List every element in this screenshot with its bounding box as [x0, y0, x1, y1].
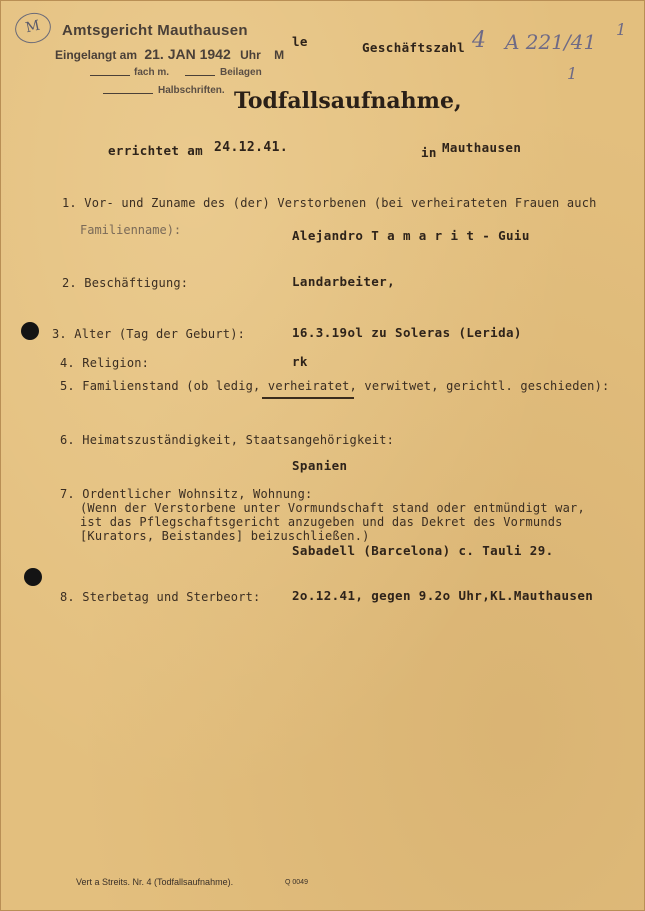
hour-label: Uhr: [240, 48, 261, 62]
field-name-label-cont: Familienname):: [80, 223, 182, 237]
court-stamp-title: Amtsgericht Mauthausen: [62, 22, 248, 39]
field-marital-label: 5. Familienstand (ob ledig, verheiratet, verwitwet, gerichtl. geschieden):: [60, 379, 610, 393]
footer-code: Q 0049: [285, 879, 308, 886]
field-occupation-value: Landarbeiter,: [292, 274, 396, 289]
field-residence-note-3: [Kurators, Beistandes] beizuschließen.): [80, 529, 370, 543]
created-label: errichtet am: [108, 143, 204, 158]
field-religion-label: 4. Religion:: [60, 356, 150, 370]
handwritten-case-prefix: 4: [472, 28, 486, 53]
created-date: 24.12.41.: [214, 140, 289, 155]
field-age-label: 3. Alter (Tag der Geburt):: [52, 327, 246, 341]
field-death-value: 2o.12.41, gegen 9.2o Uhr,KL.Mauthausen: [292, 588, 594, 603]
field-occupation-label: 2. Beschäftigung:: [62, 276, 189, 290]
punch-hole-top: [21, 322, 39, 340]
handwritten-case-suffix: 1: [616, 20, 627, 39]
stamp-line-1: [90, 75, 130, 76]
field-citizenship-label: 6. Heimatszuständigkeit, Staatsangehörigkeit:: [60, 433, 395, 447]
stamp-line-3: [103, 93, 153, 94]
court-stamp-received: [55, 46, 284, 62]
field-religion-value: rk: [292, 354, 308, 369]
copies-label: fach m.: [134, 67, 170, 78]
field-death-label: 8. Sterbetag und Sterbeort:: [60, 590, 261, 604]
field-citizenship-value: Spanien: [292, 458, 348, 473]
handwritten-case-number: A 221/41: [505, 30, 597, 54]
received-label: Eingelangt am: [55, 48, 138, 62]
place-label: in: [421, 145, 437, 160]
field-residence-value: Sabadell (Barcelona) c. Tauli 29.: [292, 543, 554, 558]
field-residence-label: 7. Ordentlicher Wohnsitz, Wohnung:: [60, 487, 313, 501]
stamp-line-2: [185, 75, 215, 76]
footer-form-label: Vert a Streits. Nr. 4 (Todfallsaufnahme).: [76, 877, 234, 887]
punch-hole-bottom: [24, 568, 42, 586]
handwritten-case-below: 1: [567, 64, 578, 83]
header-le: le: [292, 34, 308, 49]
minute-label: M: [274, 48, 285, 62]
handwritten-circle-note: M: [12, 10, 53, 47]
field-residence-note-2: ist das Pflegschaftsgericht anzugeben und das Dekret des Vormunds: [80, 515, 563, 529]
field-age-value: 16.3.19ol zu Soleras (Lerida): [292, 325, 522, 340]
field-residence-note-1: (Wenn der Verstorbene unter Vormundschaft stand oder entmündigt war,: [80, 501, 585, 515]
case-number-label: Geschäftszahl: [362, 40, 466, 55]
enclosures-label: Beilagen: [220, 67, 262, 78]
document-title: Todfallsaufnahme,: [234, 88, 462, 114]
place-value: Mauthausen: [442, 140, 522, 155]
field-name-label: 1. Vor- und Zuname des (der) Verstorbenen (bei verheirateten Frauen auch: [62, 196, 597, 210]
marital-status-underline: [262, 397, 354, 399]
field-name-value: Alejandro T a m a r i t - Guiu: [292, 228, 530, 243]
received-date: 21. JAN 1942: [144, 46, 231, 62]
halfcopies-label: Halbschriften.: [158, 85, 225, 96]
